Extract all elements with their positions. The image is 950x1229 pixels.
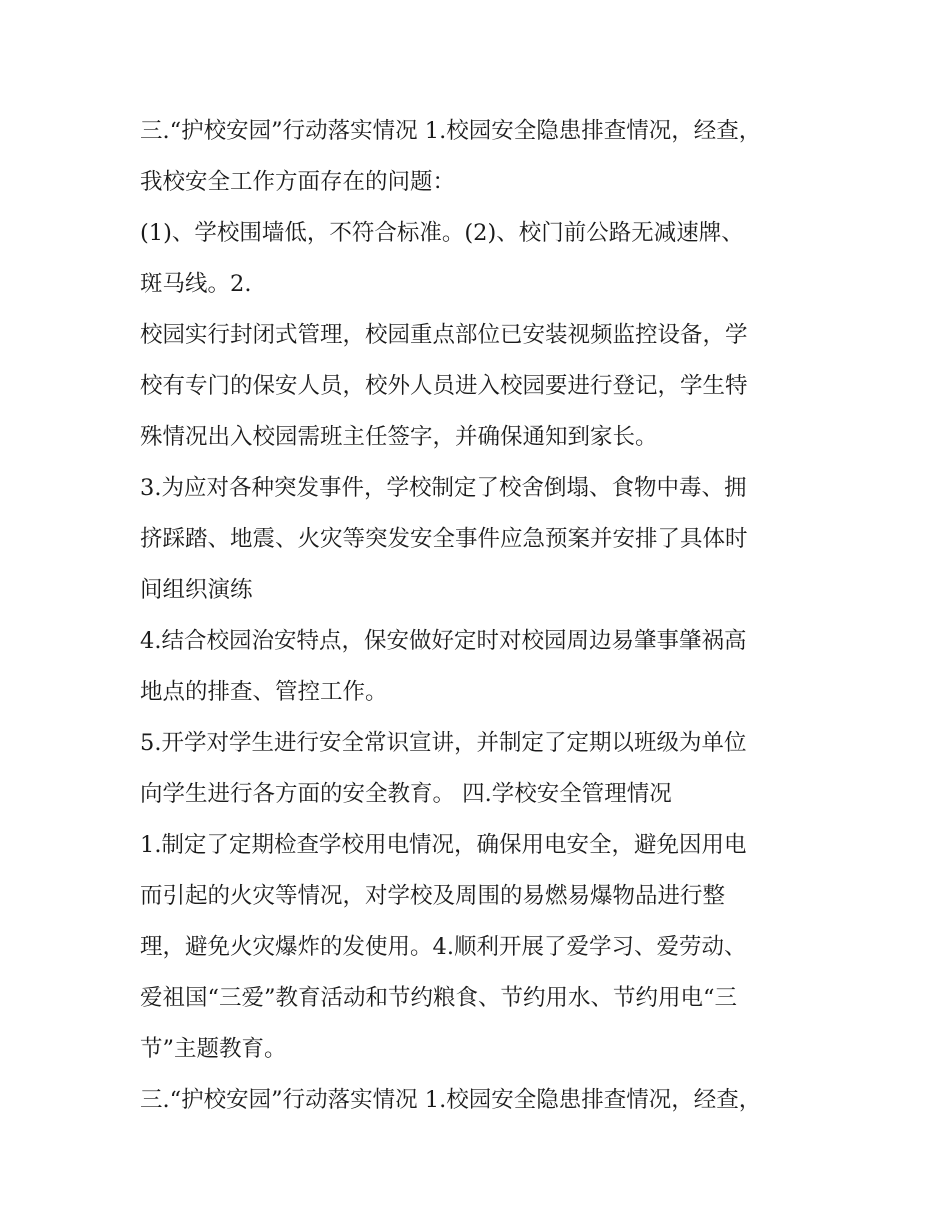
text-line: 我校安全工作方面存在的问题：: [140, 169, 456, 195]
text-line: 4.结合校园治安特点，保安做好定时对校园周边易肇事肇祸高: [140, 628, 747, 654]
text-line: 5.开学对学生进行安全常识宣讲，并制定了定期以班级为单位: [140, 730, 747, 756]
text-line: 殊情况出入校园需班主任签字，并确保通知到家长。: [140, 424, 658, 450]
text-line: 三.“护校安园”行动落实情况 1.校园安全隐患排查情况，经查，: [140, 1087, 762, 1113]
text-line: 间组织演练: [140, 577, 253, 603]
text-line: 3.为应对各种突发事件，学校制定了校舍倒塌、食物中毒、拥: [140, 475, 747, 501]
text-line: (1)、学校围墙低，不符合标准。(2)、校门前公路无减速牌、: [140, 220, 744, 246]
text-line: 校园实行封闭式管理，校园重点部位已安装视频监控设备，学: [140, 322, 748, 348]
body-text: [140, 106, 820, 1126]
text-line: 三.“护校安园”行动落实情况 1.校园安全隐患排查情况，经查，: [140, 118, 762, 144]
text-line: 1.制定了定期检查学校用电情况，确保用电安全，避免因用电: [140, 832, 747, 858]
text-line: 节”主题教育。: [140, 1036, 287, 1062]
text-line: 地点的排查、管控工作。: [140, 679, 388, 705]
text-line: 而引起的火灾等情况，对学校及周围的易燃易爆物品进行整: [140, 883, 726, 909]
text-line: 斑马线。2.: [140, 271, 252, 297]
text-line: 爱祖国“三爱”教育活动和节约粮食、节约用水、节约用电“三: [140, 985, 738, 1011]
text-line: 挤踩踏、地震、火灾等突发安全事件应急预案并安排了具体时: [140, 526, 748, 552]
text-line: 校有专门的保安人员，校外人员进入校园要进行登记，学生特: [140, 373, 748, 399]
text-line: 理，避免火灾爆炸的发使用。4.顺利开展了爱学习、爱劳动、: [140, 934, 747, 960]
text-line: 向学生进行各方面的安全教育。 四.学校安全管理情况: [140, 781, 672, 807]
